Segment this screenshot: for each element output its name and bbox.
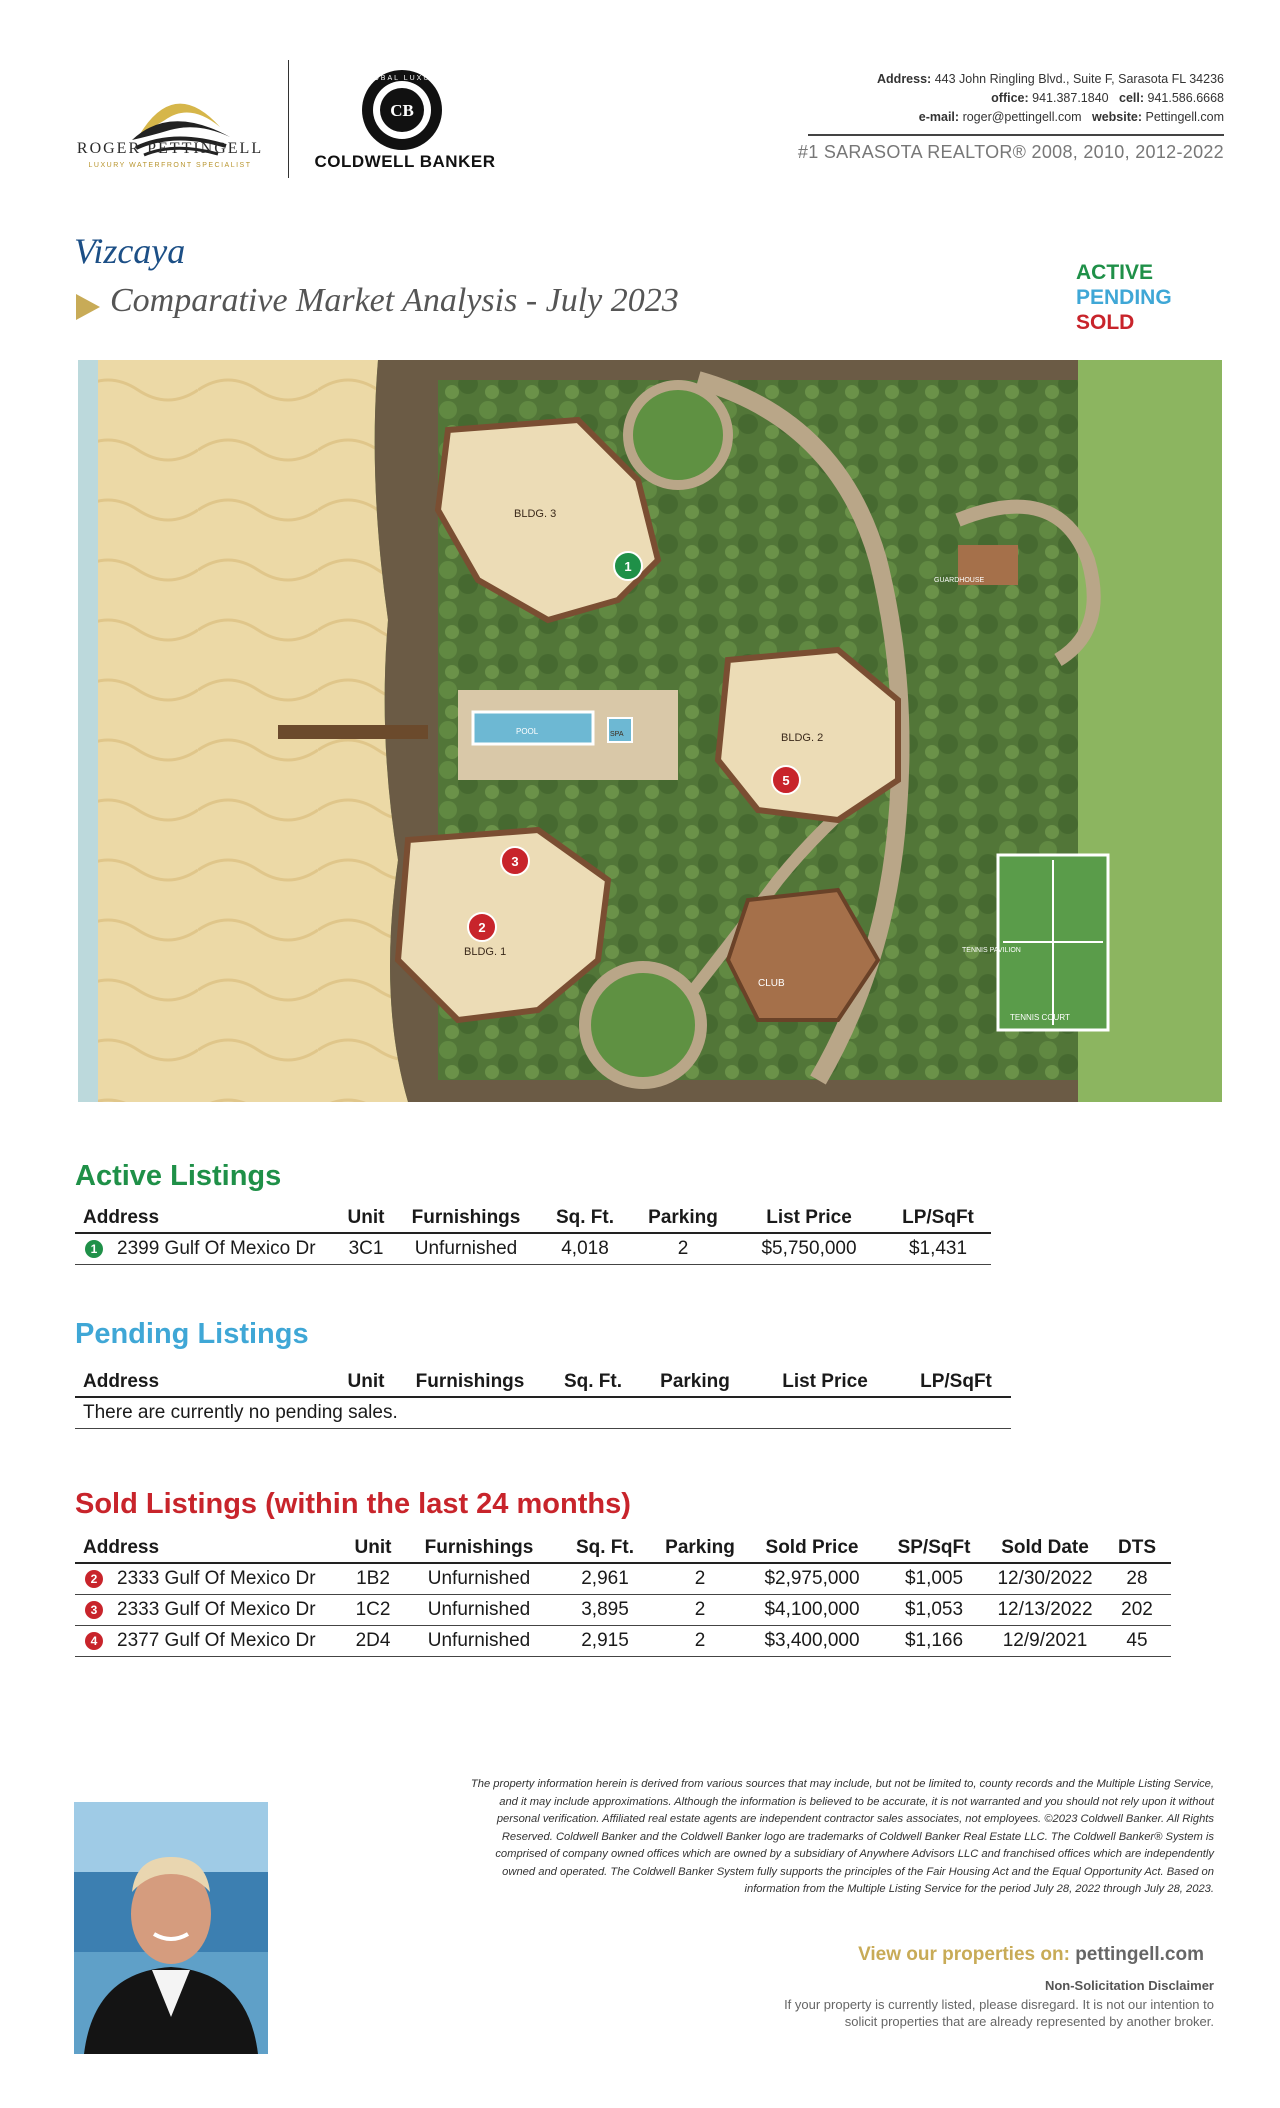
view-properties-link[interactable]: pettingell.com [1075,1944,1204,1965]
listing-price: $2,975,000 [743,1563,881,1595]
listing-dts: 202 [1103,1595,1171,1626]
svg-text:CB: CB [390,101,414,120]
address-label: Address: [877,72,932,86]
listing-parking: 2 [657,1563,743,1595]
col-sold-date: Sold Date [987,1534,1103,1563]
cell-label: cell: [1119,91,1145,105]
map-marker-3[interactable]: 3 [511,854,519,869]
col-parking: Parking [633,1204,733,1233]
pending-listings-table [75,1368,1011,1429]
listing-number-badge: 3 [85,1601,103,1619]
listing-parking: 2 [657,1626,743,1657]
label-bldg3: BLDG. 3 [514,508,557,520]
label-spa: SPA [610,731,624,738]
col-list-price: List Price [749,1368,901,1397]
contact-block [877,70,1224,127]
realtor-award-line: #1 SARASOTA REALTOR® 2008, 2010, 2012-2022 [797,142,1224,162]
listing-ppsf: $1,005 [881,1563,987,1595]
office-address: 443 John Ringling Blvd., Suite F, Sarasota FL 34236 [934,72,1224,86]
non-solicitation-title: Non-Solicitation Disclaimer [1044,1978,1214,1993]
coldwell-banker-name: COLDWELL BANKER [314,152,496,171]
legal-disclaimer: The property information herein is derived from various sources that may include, but not be limited to, county records and the Multiple Listing Service, and it may include approximations. Although the information is believed to be accurate, it is not warranted and you should not rely upon it without personal verification. Affiliated real estate agents are independent contractor sales associates, not employees. ©2023 Coldwell Banker. All Rights Reserved. Coldwell Banker and the Coldwell Banker logo are trademarks of Coldwell Banker Real Estate LLC. The Coldwell Banker® System is comprised of company owned offices which are owned by a subsidiary of Anywhere Advisors LLC and franchised offices which are independently owned and operated. The Coldwell Banker System fully supports the principles of the Fair Housing Act and the Equal Opportunity Act. Based on information from the Multiple Listing Service for the period July 28, 2022 through July 28, 2023. [470,1778,1214,1895]
brand-tagline: LUXURY WATERFRONT SPECIALIST [88,162,252,169]
listing-price: $3,400,000 [743,1626,881,1657]
legend-pending: PENDING [1076,286,1172,309]
listing-address: 2377 Gulf Of Mexico Dr [117,1630,316,1651]
label-guardhouse: GUARDHOUSE [934,577,985,584]
label-pool: POOL [516,727,539,736]
col-furnishings: Furnishings [395,1204,537,1233]
listing-parking: 2 [633,1233,733,1265]
col-unit: Unit [337,1204,395,1233]
listing-price: $5,750,000 [733,1233,885,1265]
listing-date: 12/9/2021 [987,1626,1103,1657]
col-lp-sqft: LP/SqFt [901,1368,1011,1397]
map-marker-2[interactable]: 2 [478,920,486,935]
listing-furnishings: Unfurnished [405,1595,553,1626]
view-properties-line [858,1944,1204,1966]
map-marker-5[interactable]: 5 [782,773,790,788]
label-bldg2: BLDG. 2 [781,732,824,744]
listing-sqft: 2,961 [553,1563,657,1595]
email-link[interactable]: roger@pettingell.com [962,110,1082,124]
listing-unit: 1C2 [341,1595,405,1626]
listing-dts: 28 [1103,1563,1171,1595]
col-address: Address [75,1534,341,1563]
listing-price: $4,100,000 [743,1595,881,1626]
label-club: CLUB [758,978,785,989]
office-phone[interactable]: 941.387.1840 [1032,91,1109,105]
col-address: Address [75,1368,337,1397]
label-tennis-court: TENNIS COURT [1010,1013,1070,1022]
col-furnishings: Furnishings [405,1534,553,1563]
col-sold-price: Sold Price [743,1534,881,1563]
sold-listings-table [75,1534,1171,1657]
website-label: website: [1091,110,1142,124]
email-label: e-mail: [918,110,960,124]
col-lp-sqft: LP/SqFt [885,1204,991,1233]
col-sp-sqft: SP/SqFt [881,1534,987,1563]
community-title: Vizcaya [74,231,186,271]
pending-listings-title: Pending Listings [75,1318,309,1350]
col-parking: Parking [641,1368,749,1397]
agent-photo [74,1802,268,2054]
header-divider [288,60,289,178]
listing-furnishings: Unfurnished [395,1233,537,1265]
no-pending-message: There are currently no pending sales. [75,1397,1011,1429]
listing-number-badge: 4 [85,1632,103,1650]
col-address: Address [75,1204,337,1233]
listing-unit: 1B2 [341,1563,405,1595]
table-row[interactable] [75,1626,1171,1657]
brand-name: ROGER PETTINGELL [76,140,264,157]
col-list-price: List Price [733,1204,885,1233]
coldwell-banker-global-luxury-seal [360,68,444,152]
listing-address: 2333 Gulf Of Mexico Dr [117,1599,316,1620]
listing-address: 2333 Gulf Of Mexico Dr [117,1568,316,1589]
view-properties-label: View our properties on: [858,1944,1070,1965]
site-plan-map [78,360,1222,1102]
listing-furnishings: Unfurnished [405,1563,553,1595]
listing-number-badge: 1 [85,1240,103,1258]
report-subtitle: Comparative Market Analysis - July 2023 [110,282,679,319]
legend-sold: SOLD [1076,311,1135,334]
table-row[interactable] [75,1233,991,1265]
label-bldg1: BLDG. 1 [464,946,507,958]
listing-ppsf: $1,431 [885,1233,991,1265]
col-parking: Parking [657,1534,743,1563]
col-sqft: Sq. Ft. [545,1368,641,1397]
listing-furnishings: Unfurnished [405,1626,553,1657]
legend-active: ACTIVE [1076,261,1154,284]
table-row[interactable] [75,1595,1171,1626]
status-legend [1076,260,1172,335]
listing-date: 12/13/2022 [987,1595,1103,1626]
listing-date: 12/30/2022 [987,1563,1103,1595]
listing-unit: 3C1 [337,1233,395,1265]
map-marker-1[interactable]: 1 [624,559,632,574]
col-sqft: Sq. Ft. [553,1534,657,1563]
col-sqft: Sq. Ft. [537,1204,633,1233]
office-label: office: [991,91,1029,105]
listing-number-badge: 2 [85,1570,103,1588]
label-tennis-pavilion: TENNIS PAVILION [962,947,1021,954]
listing-address: 2399 Gulf Of Mexico Dr [117,1238,316,1259]
listing-parking: 2 [657,1595,743,1626]
listing-ppsf: $1,166 [881,1626,987,1657]
col-unit: Unit [341,1534,405,1563]
non-solicitation-text: If your property is currently listed, please disregard. It is not our intention to solicit properties that are already represented by another broker. [784,1997,1214,2029]
col-furnishings: Furnishings [395,1368,545,1397]
sold-listings-title: Sold Listings (within the last 24 months) [75,1488,631,1520]
play-arrow-icon [76,294,100,320]
active-listings-title: Active Listings [75,1160,282,1192]
website-link[interactable]: Pettingell.com [1145,110,1224,124]
listing-sqft: 3,895 [553,1595,657,1626]
col-unit: Unit [337,1368,395,1397]
listing-sqft: 2,915 [553,1626,657,1657]
table-row[interactable] [75,1563,1171,1595]
listing-dts: 45 [1103,1626,1171,1657]
cb-ring-text: GLOBAL LUXURY [360,75,444,82]
col-dts: DTS [1103,1534,1171,1563]
contact-rule [808,134,1224,136]
listing-unit: 2D4 [341,1626,405,1657]
listing-sqft: 4,018 [537,1233,633,1265]
listing-ppsf: $1,053 [881,1595,987,1626]
active-listings-table [75,1204,991,1265]
cell-phone[interactable]: 941.586.6668 [1147,91,1224,105]
